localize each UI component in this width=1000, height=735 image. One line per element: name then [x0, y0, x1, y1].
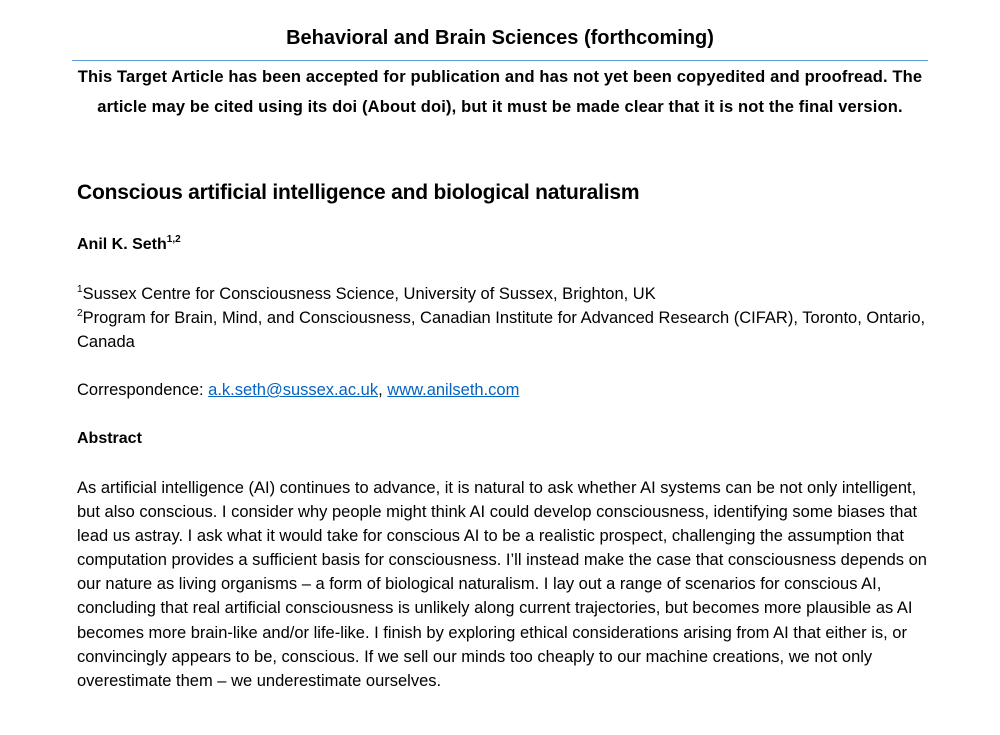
abstract-heading: Abstract: [77, 430, 142, 447]
publication-notice: This Target Article has been accepted for publication and has not yet been copyedited and proofread. The article may be cited using its doi (About doi), but it must be made clear that it is not the final version.: [77, 68, 923, 116]
author-affiliation-marks: 1,2: [166, 234, 181, 245]
author-name: Anil K. Seth: [77, 236, 167, 253]
header-rule: [72, 60, 928, 61]
affiliation-2-text: Program for Brain, Mind, and Consciousness, Canadian Institute for Advanced Research (CIFAR), Toronto, Ontario, Canada: [77, 309, 926, 351]
author-line: [77, 233, 181, 257]
journal-title: Behavioral and Brain Sciences (forthcoming): [286, 27, 714, 49]
email-link[interactable]: a.k.seth@sussex.ac.uk: [208, 381, 379, 399]
affiliation-1-text: Sussex Centre for Consciousness Science, University of Sussex, Brighton, UK: [82, 285, 656, 303]
abstract-text: As artificial intelligence (AI) continues to advance, it is natural to ask whether AI systems can be not only intelligent, but also conscious. I consider why people might think AI could develop consciousness, identifying some biases that lead us astray. I ask what it would take for conscious AI to be a realistic prospect, challenging the assumption that computation provides a sufficient basis for consciousness. I’ll instead make the case that consciousness depends on our nature as living organisms – a form of biological naturalism. I lay out a range of scenarios for conscious AI, concluding that real artificial consciousness is unlikely along current trajectories, but becomes more plausible as AI becomes more brain-like and/or life-like. I finish by exploring ethical considerations arising from AI that either is, or convincingly appears to be, conscious. If we sell our minds too cheaply to our machine creations, we not only overestimate them – we underestimate ourselves.: [77, 479, 927, 690]
affiliation-1: [77, 282, 937, 306]
affiliation-1-mark: 1: [77, 284, 83, 295]
correspondence-separator: ,: [378, 381, 383, 399]
correspondence-label: Correspondence:: [77, 381, 204, 399]
affiliation-2-mark: 2: [77, 308, 83, 319]
affiliation-2: [77, 306, 937, 354]
correspondence: [77, 378, 519, 402]
article-title: Conscious artificial intelligence and biological naturalism: [77, 181, 640, 204]
website-link[interactable]: www.anilseth.com: [387, 381, 520, 399]
